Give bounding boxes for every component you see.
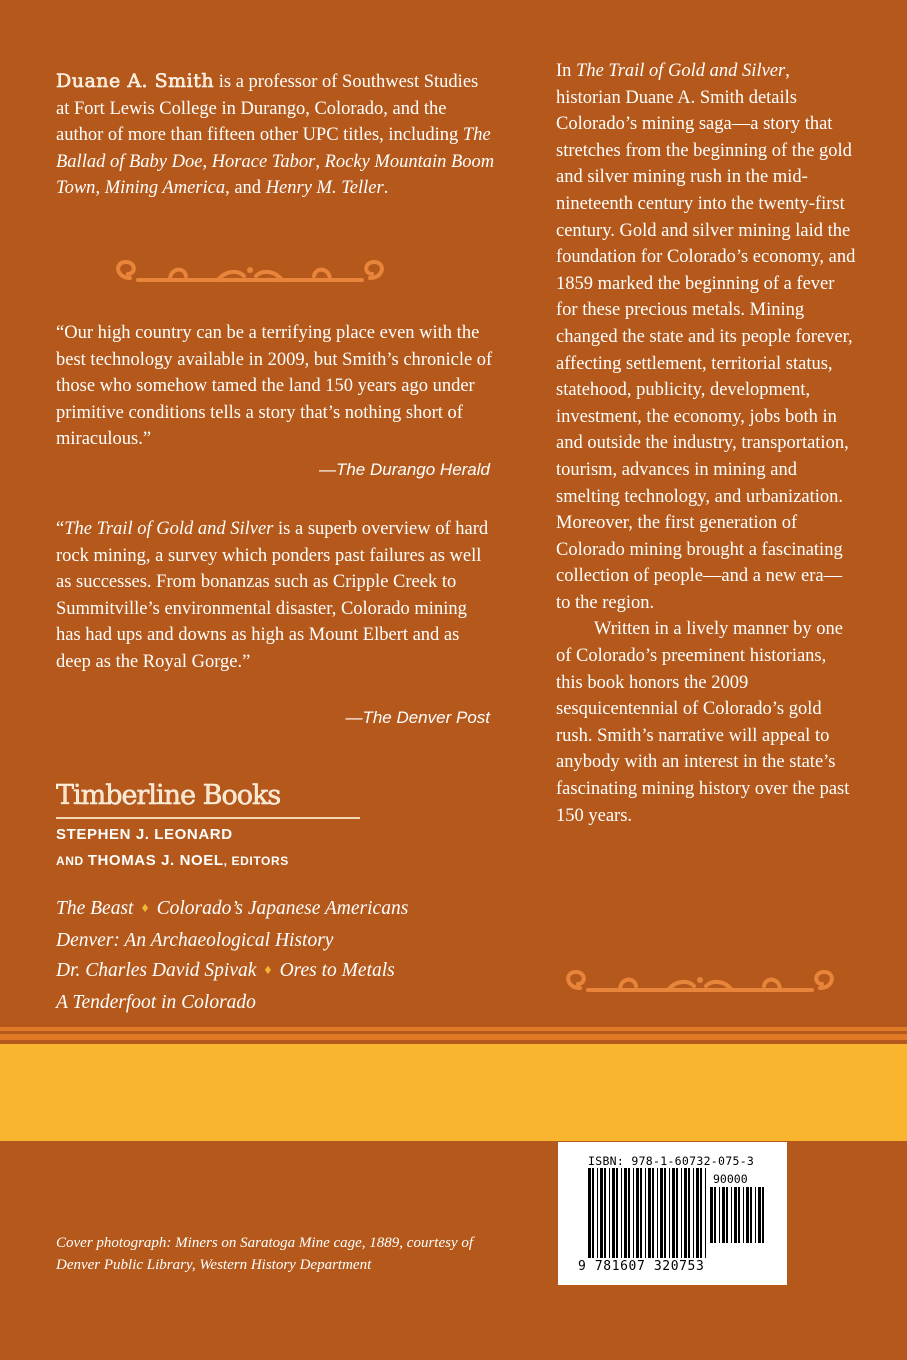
separator: , bbox=[95, 178, 105, 199]
cover-credit: Cover photograph: Miners on Saratoga Mine cage, 1889, courtesy of Denver Public Library, Western History Department bbox=[56, 1235, 474, 1273]
book-title: The Trail of Gold and Silver bbox=[576, 61, 786, 81]
band-stripe bbox=[0, 1027, 907, 1031]
scroll-ornament-icon bbox=[108, 256, 392, 290]
book-title: Rocky Mountain Boom Town bbox=[56, 151, 495, 199]
series-book: Colorado’s Japanese Americans bbox=[156, 898, 409, 919]
series-book: A Tenderfoot in Colorado bbox=[56, 992, 256, 1013]
separator: , bbox=[202, 151, 212, 172]
divider bbox=[56, 817, 360, 819]
book-title: The Ballad of Baby Doe bbox=[56, 125, 491, 172]
barcode-icon bbox=[588, 1168, 706, 1258]
description-paragraph-1 bbox=[556, 58, 856, 616]
author-name: Duane A. Smith bbox=[56, 70, 215, 92]
quote-text: is a superb overview of hard rock mining, a survey which ponders past failures as well as successes. From bonanzas such as Cripple Creek to Summitville’s environmental disaster, Colorado mining has had ups and downs as high as Mount Elbert and as deep as the Royal Gorge.” bbox=[56, 519, 489, 672]
series-book: Ores to Metals bbox=[279, 960, 395, 981]
separator: , bbox=[315, 151, 325, 172]
book-title: Mining America bbox=[104, 178, 226, 199]
quote-source-durango: —The Durango Herald bbox=[318, 460, 490, 479]
separator: . bbox=[383, 178, 389, 199]
list-item bbox=[56, 956, 516, 988]
open-quote: “ bbox=[56, 519, 65, 539]
author-bio-text: is a professor of Southwest Studies at Fort Lewis College in Durango, Colorado, and the author of more than fifteen other UPC titles, including bbox=[56, 72, 479, 146]
editor-name: THOMAS J. NOEL bbox=[87, 852, 224, 869]
series-book: The Beast bbox=[56, 898, 134, 919]
isbn-label: ISBN: 978-1-60732-075-3 bbox=[588, 1154, 755, 1168]
editor-prefix: AND bbox=[56, 854, 88, 868]
description-paragraph-2: Written in a lively manner by one of Colorado’s preeminent historians, this book honors the 2009 sesquicentennial of Colorado’s gold rush. Smith’s narrative will appeal to anybody with an interest in the state’s fascinating mining history over the past 150 years. bbox=[556, 619, 850, 826]
series-editor-1: STEPHEN J. LEONARD bbox=[56, 826, 233, 843]
paragraph-text: , historian Duane A. Smith details Colorado’s mining saga—a story that stretches from the beginning of the gold and silver mining rush in the mid-nineteenth century into the twenty-first century. Gold and silver mining laid the foundation for Colorado’s economy, and 1859 marked the beginning of a fever for these precious metals. Mining changed the state and its people forever, affecting settlement, territorial status, statehood, publicity, development, investment, the economy, jobs both in and outside the industry, transportation, tourism, advances in mining and smelting technology, and urbanization. Moreover, the first generation of Colorado mining brought a fascinating collection of people—and a new era—to the region. bbox=[556, 61, 856, 613]
book-title: Henry M. Teller bbox=[265, 178, 384, 199]
barcode-number: 9 781607 320753 bbox=[578, 1259, 705, 1274]
scroll-ornament-icon bbox=[558, 966, 842, 1000]
editor-suffix: , EDITORS bbox=[223, 854, 289, 868]
diamond-icon: ♦ bbox=[264, 963, 272, 978]
series-book: Denver: An Archaeological History bbox=[56, 930, 334, 951]
series-editor-2 bbox=[56, 852, 289, 869]
diamond-icon: ♦ bbox=[141, 901, 149, 916]
review-quote-durango: “Our high country can be a terrifying place even with the best technology available in 2009, but Smith’s chronicle of those who somehow tamed the land 150 years ago under primitive conditions tells a story that’s nothing short of miraculous.” bbox=[56, 323, 493, 450]
price-code: 90000 bbox=[713, 1172, 748, 1186]
author-bio bbox=[56, 68, 496, 202]
separator: , and bbox=[225, 178, 266, 199]
series-book-list bbox=[56, 894, 516, 1018]
quote-source-denver: —The Denver Post bbox=[345, 708, 490, 727]
isbn-barcode bbox=[558, 1142, 787, 1285]
book-description bbox=[556, 58, 856, 829]
book-title: Horace Tabor bbox=[211, 151, 316, 172]
yellow-band bbox=[0, 1044, 907, 1141]
book-title: The Trail of Gold and Silver bbox=[64, 519, 274, 539]
list-item bbox=[56, 926, 516, 956]
list-item bbox=[56, 894, 516, 926]
series-book: Dr. Charles David Spivak bbox=[56, 960, 257, 981]
band-stripe bbox=[0, 1034, 907, 1040]
list-item bbox=[56, 988, 516, 1018]
review-quote-denver bbox=[56, 516, 496, 676]
lead-text: In bbox=[556, 61, 577, 81]
price-barcode-icon bbox=[710, 1187, 766, 1243]
series-title: Timberline Books bbox=[56, 780, 281, 811]
